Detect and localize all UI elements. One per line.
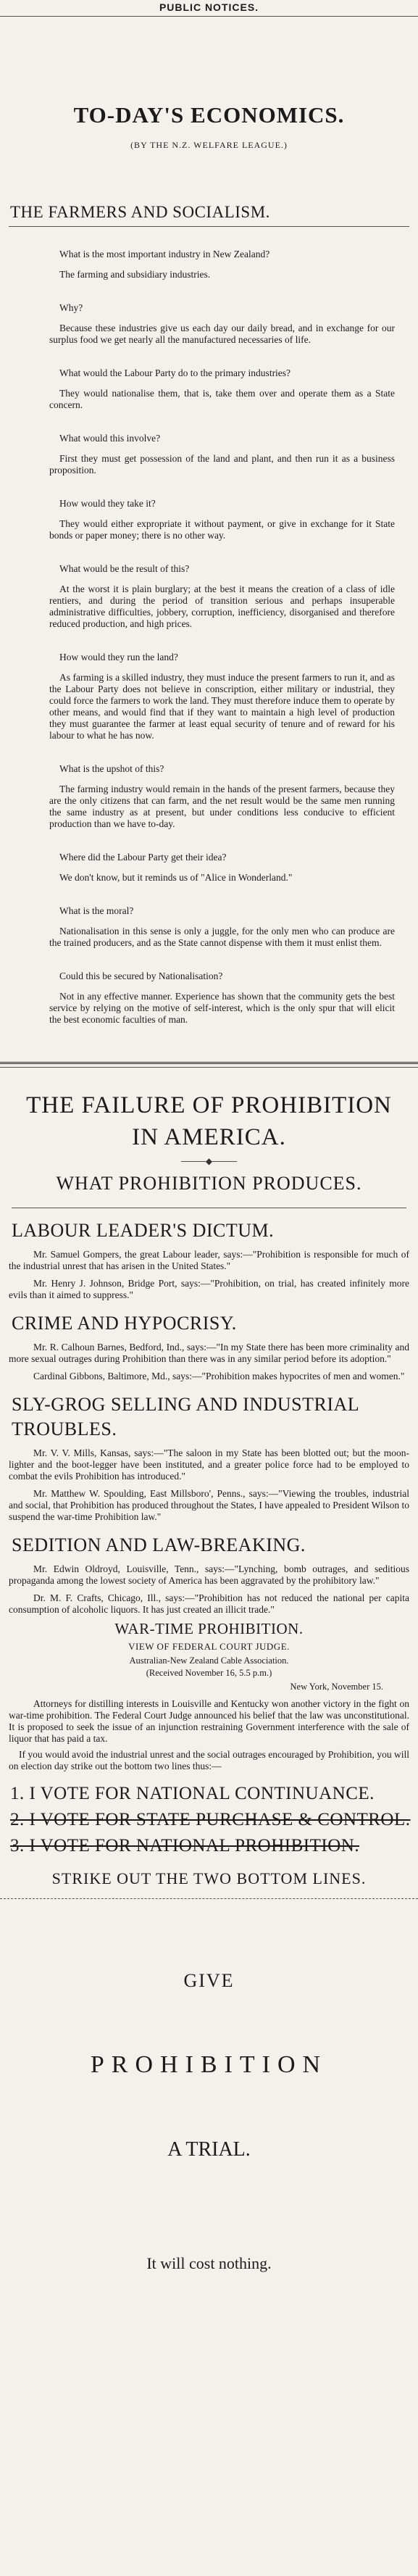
answer: Because these industries give us each day our daily bread, and in exchange for our surplus food we get nearly all the manufactured necessaries of life. [49,323,395,345]
economics-byline: (BY THE N.Z. WELFARE LEAGUE.) [130,140,288,150]
ornament-divider: ────◆──── [180,1156,238,1166]
prohibition-sections [6,1218,412,1616]
vote-option-national-prohibition: 3. I VOTE FOR NATIONAL PROHIBITION. [10,1836,360,1856]
answer: The farming and subsidiary industries. [59,269,211,280]
prohibition-section-title: SEDITION AND LAW-BREAKING. [12,1534,306,1555]
quote-paragraph: Mr. Edwin Oldroyd, Louisville, Tenn., says:—"Lynching, bomb outrages, and seditious propaganda among the lowest society of America has been aggravated by the prohibitory law." [9,1563,409,1586]
headline-line-1: THE FAILURE OF PROHIBITION [26,1092,392,1118]
prohibition-advertisement [0,1089,418,1888]
quote-paragraph: Mr. Samuel Gompers, the great Labour leader, says:—"Prohibition is responsible for much of the industrial unrest that has arisen in the United States." [9,1249,409,1271]
wartime-title: WAR-TIME PROHIBITION. [114,1620,304,1637]
question: Why? [59,302,83,313]
question: What would the Labour Party do to the primary industries? [59,367,291,378]
question: What is the moral? [59,905,134,916]
answer: We don't know, but it reminds us of "Alice in Wonderland." [59,872,293,883]
question: What is the upshot of this? [59,763,164,774]
economics-title: TO-DAY'S ECONOMICS. [73,102,345,128]
qa-list [32,249,395,1026]
question: What would be the result of this? [59,563,190,574]
quote-paragraph: Dr. M. F. Crafts, Chicago, Ill., says:—"Prohibition has not reduced the national per capita consumption of alcoholic liquors. It has just created an illicit trade." [9,1592,409,1615]
give-prohibition-advertisement [0,1970,418,2273]
prohibition-section-title: SLY-GROG SELLING AND INDUSTRIAL TROUBLES. [12,1394,359,1439]
section-rule [9,226,409,227]
answer: Nationalisation in this sense is only a juggle, for the only men who can produce are the trained producers, and as the State cannot dispense with them it must enlist them. [49,926,395,948]
prohibition-text: PROHIBITION [90,2051,328,2078]
economics-advertisement [0,102,418,1026]
quote-paragraph: Mr. V. V. Mills, Kansas, says:—"The saloon in my State has been blotted out; but the moon-lighter and the boot-legger have been instituted, and a greater police force had to be employed to combat the evils Prohibition has introduced." [9,1447,409,1482]
quote-paragraph: Mr. Matthew W. Spoulding, East Millsboro', Penns., says:—"Viewing the troubles, industrial and social, that Prohibition has produced throughout the States, I have appealed to President Wilson to suspend the war-time Prohibition law." [9,1488,409,1522]
question: Could this be secured by Nationalisation? [59,971,223,981]
answer: At the worst it is plain burglary; at the best it means the creation of a class of idle rentiers, and during the period of transition serious and perhaps insuperable administrative difficulties, jobbery, corruption, inefficiency, disorganised and therefore reduced production, and high prices. [49,583,395,629]
quote-paragraph: Mr. Henry J. Johnson, Bridge Port, says:—"Prohibition, on trial, has created infinitely more evils than it aimed to suppress." [9,1278,409,1300]
wartime-subtitle: VIEW OF FEDERAL COURT JUDGE. [128,1641,290,1652]
answer: First they must get possession of the land and plant, and then run it as a business proposition. [49,453,395,475]
wartime-body: Attorneys for distilling interests in Louisville and Kentucky won another victory in the fight on war-time prohibition. The Federal Court Judge announced his belief that the law was unconstitutional. It is proposed to seek the issue of an injunction restraining Government interference with the sale of liquor that has paid a tax. [9,1698,409,1744]
wartime-agency: Australian-New Zealand Cable Association. [129,1655,289,1666]
prohibition-section-title: CRIME AND HYPOCRISY. [12,1313,237,1334]
question: How would they run the land? [59,652,178,662]
answer: They would either expropriate it without payment, or give in exchange for it State bonds or paper money; there is no other way. [49,518,395,541]
advertisement-separator-thin [0,1067,418,1068]
strike-instruction: STRIKE OUT THE TWO BOTTOM LINES. [51,1869,367,1887]
give-text: GIVE [183,1970,235,1991]
cost-text: It will cost nothing. [146,2254,272,2272]
wartime-dateline: New York, November 15. [290,1682,383,1692]
masthead: PUBLIC NOTICES. [0,0,418,17]
quote-paragraph: Mr. R. Calhoun Barnes, Bedford, Ind., says:—"In my State there has been more criminality and more sexual outrages during Prohibition than there was in any similar period before its adoption." [9,1342,409,1364]
prohibition-section-title: LABOUR LEADER'S DICTUM. [12,1220,275,1241]
prohibition-subhead: WHAT PROHIBITION PRODUCES. [56,1173,362,1194]
trial-text: A TRIAL. [167,2138,251,2161]
question: What would this involve? [59,433,161,444]
prohibition-headline [6,1089,412,1153]
advertisement-separator [0,1062,418,1064]
vote-option-continuance: 1. I VOTE FOR NATIONAL CONTINUANCE. [10,1784,375,1803]
economics-section-title: THE FARMERS AND SOCIALISM. [10,203,270,221]
vote-option-state-purchase: 2. I VOTE FOR STATE PURCHASE & CONTROL. [10,1810,411,1829]
answer: As farming is a skilled industry, they must induce the present farmers to run it, and as the Labour Party does not believe in conscription, either military or industrial, they could force the farmers to work the land. They must therefore induce them to operate by other means, and would find that if they want to maintain a high level of production they must guarantee the farmer at least equal security of tenure and of reward for his labour to what he has now. [49,672,395,741]
answer: Not in any effective manner. Experience has shown that the community gets the best service by relying on the motive of self-interest, which is the only spur that will elicit the best economic faculties of man. [49,991,395,1025]
question: How would they take it? [59,498,156,509]
question: What is the most important industry in New Zealand? [59,249,270,259]
answer: They would nationalise them, that is, take them over and operate them as a State concern. [49,388,395,410]
advertisement-separator-2 [0,1898,418,1899]
wartime-received: (Received November 16, 5.5 p.m.) [146,1668,272,1678]
answer: The farming industry would remain in the hands of the present farmers, because they are the only citizens that can farm, and the net result would be the same men running the same industry as at present, but under conditions less conducive to efficient production than we have to-day. [49,784,395,829]
voting-instruction: If you would avoid the industrial unrest and the social outrages encouraged by Prohibition, you will on election day strike out the bottom two lines thus:— [9,1749,409,1771]
quote-paragraph: Cardinal Gibbons, Baltimore, Md., says:—"Prohibition makes hypocrites of men and women." [33,1371,405,1382]
headline-line-2: IN AMERICA. [132,1124,286,1150]
question: Where did the Labour Party get their idea? [59,852,227,863]
